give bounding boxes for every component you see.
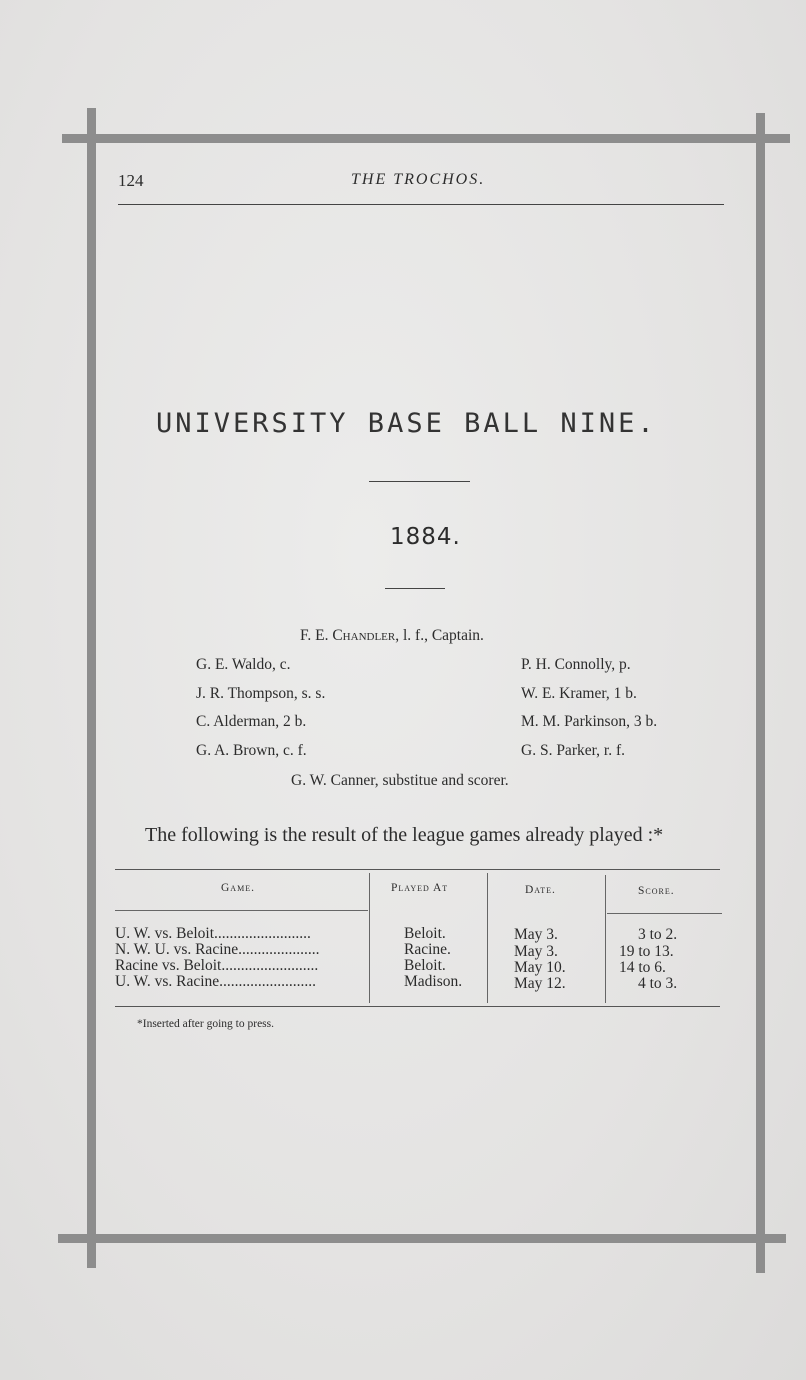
column-divider: [605, 875, 606, 1003]
table-cell-game: U. W. vs. Beloit.........................: [115, 926, 311, 942]
table-cell-date: May 12.: [514, 975, 566, 992]
roster-captain: [300, 627, 484, 645]
title-rule: [369, 481, 470, 482]
column-header-game: Game.: [221, 882, 255, 894]
column-header-played-at: Played At: [391, 882, 449, 894]
table-cell-played-at: Racine.: [404, 941, 451, 958]
table-cell-played-at: Beloit.: [404, 925, 446, 942]
year-heading: 1884.: [390, 524, 461, 550]
year-rule: [385, 588, 445, 589]
table-cell-game: Racine vs. Beloit.........................: [115, 958, 319, 974]
column-divider: [369, 873, 370, 1003]
roster-right-item: G. S. Parker, r. f.: [521, 742, 625, 759]
table-top-rule: [115, 869, 720, 870]
table-cell-date: May 10.: [514, 959, 566, 976]
column-divider: [487, 873, 488, 1003]
results-intro: The following is the result of the league games already played :*: [145, 824, 664, 846]
header-rule: [115, 910, 368, 911]
roster-right-item: W. E. Kramer, 1 b.: [521, 685, 637, 702]
header-rule: [607, 913, 722, 914]
table-cell-game: N. W. U. vs. Racine.....................: [115, 942, 320, 958]
captain-name: F. E. Chandler: [300, 627, 396, 644]
frame-right-bar: [756, 113, 765, 1273]
table-cell-score: 4 to 3.: [638, 975, 678, 992]
frame-left-bar: [87, 108, 96, 1268]
header-rule: [118, 204, 724, 205]
table-cell-date: May 3.: [514, 943, 558, 960]
roster-substitute: G. W. Canner, substitue and scorer.: [291, 772, 509, 789]
page-title: UNIVERSITY BASE BALL NINE.: [156, 408, 657, 439]
frame-bottom-bar: [58, 1234, 786, 1243]
running-head: THE TROCHOS.: [351, 171, 486, 188]
column-header-date: Date.: [525, 884, 556, 896]
roster-right-item: P. H. Connolly, p.: [521, 656, 631, 673]
table-cell-score: 3 to 2.: [638, 926, 678, 943]
table-cell-score: 14 to 6.: [619, 959, 666, 976]
table-cell-score: 19 to 13.: [619, 943, 674, 960]
table-cell-game: U. W. vs. Racine.........................: [115, 974, 317, 990]
roster-left-item: G. E. Waldo, c.: [196, 656, 291, 673]
table-bottom-rule: [115, 1006, 720, 1007]
roster-right-item: M. M. Parkinson, 3 b.: [521, 713, 658, 730]
footnote: *Inserted after going to press.: [137, 1018, 275, 1030]
roster-left-item: C. Alderman, 2 b.: [196, 713, 307, 730]
column-header-score: Score.: [638, 885, 675, 897]
captain-detail: , l. f., Captain.: [395, 627, 484, 644]
table-cell-played-at: Beloit.: [404, 957, 446, 974]
frame-top-bar: [62, 134, 790, 143]
roster-left-item: J. R. Thompson, s. s.: [196, 685, 326, 702]
page-number: 124: [118, 171, 144, 190]
table-cell-date: May 3.: [514, 926, 558, 943]
table-cell-played-at: Madison.: [404, 973, 463, 990]
roster-left-item: G. A. Brown, c. f.: [196, 742, 307, 759]
